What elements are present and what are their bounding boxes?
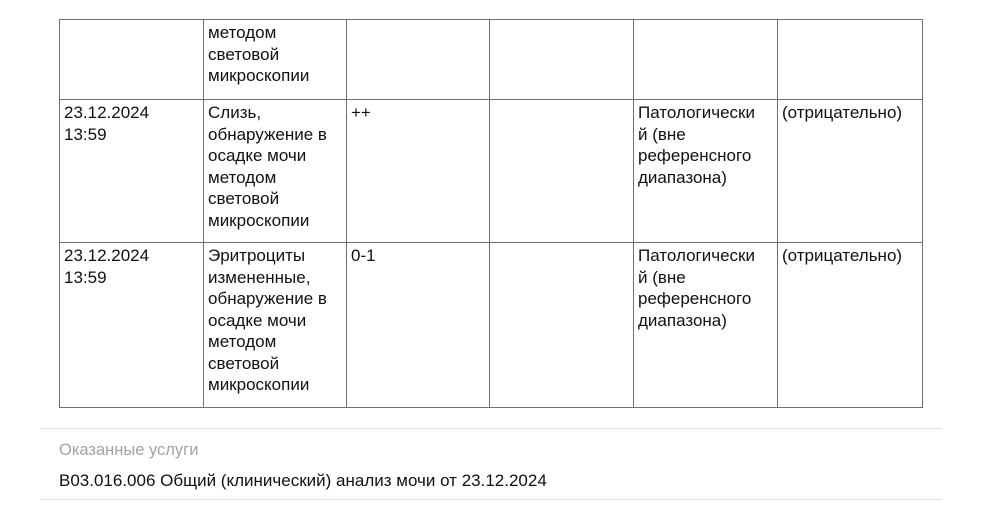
test-name-line: Эритроциты (208, 246, 306, 265)
date-text: 23.12.2024 (64, 103, 150, 122)
reference-cell: (отрицательно) (778, 100, 923, 243)
status-cell (634, 20, 778, 100)
reference-cell (778, 20, 923, 100)
status-cell (634, 243, 778, 408)
status-line: й (вне (638, 124, 686, 144)
test-name-line: осадке мочи (208, 146, 307, 165)
unit-cell (490, 243, 634, 408)
datetime-cell (60, 243, 204, 408)
section-divider (40, 499, 942, 500)
table-row (60, 20, 923, 100)
test-name-line: обнаружение в (208, 289, 327, 308)
test-name-line: методом (208, 23, 277, 42)
services-value: B03.016.006 Общий (клинический) анализ мочи от 23.12.2024 (59, 471, 547, 490)
test-name-line: микроскопии (208, 210, 310, 230)
test-name-line: световой (208, 189, 280, 208)
status-line: й (вне (638, 267, 686, 287)
status-line: диапазона) (638, 167, 727, 187)
test-name-line: измененные, (208, 267, 311, 287)
datetime-cell (60, 100, 204, 243)
test-name-line: обнаружение в (208, 124, 327, 144)
test-name-line: световой (208, 353, 280, 373)
test-name-line: осадке мочи (208, 310, 307, 330)
unit-cell (490, 100, 634, 243)
status-cell (634, 100, 778, 243)
test-name-cell (204, 243, 347, 408)
result-cell: 0-1 (347, 243, 490, 408)
table-row (60, 100, 923, 243)
test-name-line: Слизь, (208, 103, 262, 122)
unit-cell (490, 20, 634, 100)
table-row (60, 243, 923, 408)
status-line: референсного (638, 146, 752, 165)
reference-cell: (отрицательно) (778, 243, 923, 408)
status-line: Патологически (638, 103, 755, 122)
date-text: 23.12.2024 (64, 246, 150, 265)
status-line: диапазона) (638, 310, 727, 330)
result-cell: ++ (347, 100, 490, 243)
status-line: Патологически (638, 246, 755, 265)
test-name-line: методом (208, 167, 277, 187)
status-line: референсного (638, 289, 752, 308)
time-text: 13:59 (64, 267, 107, 287)
services-label: Оказанные услуги (59, 441, 199, 459)
datetime-cell (60, 20, 204, 100)
test-name-line: микроскопии (208, 66, 310, 85)
section-divider (40, 428, 942, 429)
time-text: 13:59 (64, 124, 107, 144)
lab-results-table (59, 19, 923, 408)
test-name-line: методом (208, 332, 277, 351)
test-name-cell (204, 100, 347, 243)
test-name-cell (204, 20, 347, 100)
test-name-line: микроскопии (208, 375, 310, 394)
test-name-line: световой (208, 44, 280, 64)
result-cell (347, 20, 490, 100)
